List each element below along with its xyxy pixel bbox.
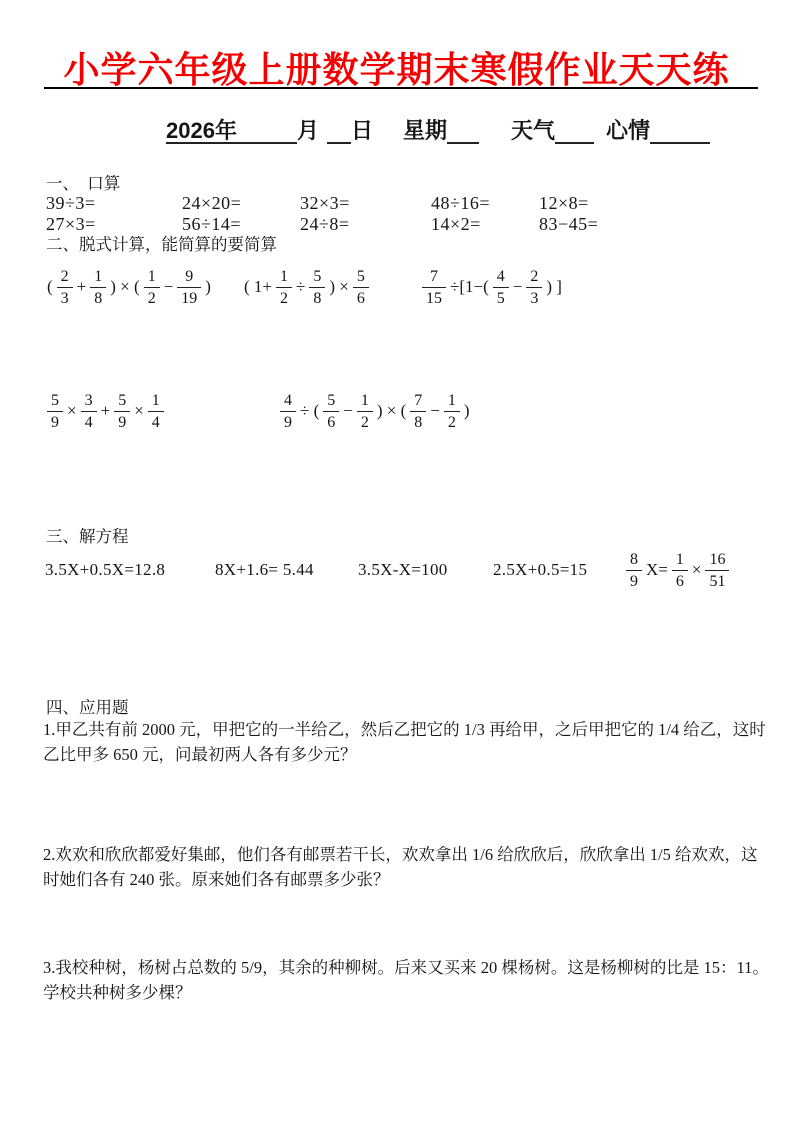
section-oral-heading: 一、 口算: [46, 174, 121, 193]
equation-item: 2.5X+0.5=15: [493, 560, 588, 579]
page-title: 小学六年级上册数学期末寒假作业天天练: [63, 49, 730, 90]
date-line: [166, 114, 710, 144]
date-day-blank: [327, 114, 351, 144]
oral-problem: 39÷3=: [46, 193, 96, 213]
oral-problem: 27×3=: [46, 214, 96, 234]
word-problem-line: 乙比甲多 650 元，问最初两人各有多少元？: [43, 745, 357, 764]
date-weather-label: 天气: [511, 118, 556, 143]
calc-expression-1: ( $\frac{2}{3}$ + $\frac{1}{8}$ ) × ( $\frac{1}{2}$ − $\frac{9}{19}$ ): [47, 267, 211, 307]
equation-item: 8X+1.6= 5.44: [215, 560, 314, 579]
word-problem-2: [43, 842, 759, 892]
word-problem-line: 时她们各有 240 张。原来她们各有邮票多少张？: [43, 870, 390, 889]
equation-item-fraction: $\frac{8}{9}$ X= $\frac{1}{6}$ × $\frac{16}{51}$: [624, 544, 731, 596]
title-divider: [44, 87, 758, 89]
equation-item: 3.5X+0.5X=12.8: [45, 560, 166, 579]
date-week-label: 星期: [402, 118, 447, 143]
word-problem-line: 学校共种树多少棵？: [43, 983, 192, 1002]
oral-row-1: [0, 193, 793, 215]
word-problem-line: 2.欢欢和欣欣都爱好集邮，他们各有邮票若干长，欢欢拿出 1/6 给欣欣后，欣欣拿出 1/5 给欢欢，这: [43, 845, 758, 864]
oral-problem: 12×8=: [539, 193, 589, 213]
section-equations-heading: 三、解方程: [46, 527, 129, 546]
word-problem-3: [43, 955, 769, 1005]
word-problem-line: 3.我校种树，杨树占总数的 5/9，其余的种柳树。后来又买来 20 棵杨树。这是杨柳树的比是 15：11。: [43, 958, 769, 977]
oral-problem: 24÷8=: [300, 214, 350, 234]
date-weather-blank: [555, 114, 594, 144]
oral-problem: 83−45=: [539, 214, 599, 234]
date-year-label: 2026年: [166, 114, 297, 144]
section-calc-heading: 二、脱式计算，能简算的要简算: [46, 235, 277, 254]
date-week-blank: [447, 114, 479, 144]
oral-problem: 48÷16=: [431, 193, 491, 213]
oral-problem: 32×3=: [300, 193, 350, 213]
section-word-heading: 四、应用题: [46, 698, 129, 717]
date-mood-label: 心情: [606, 118, 651, 143]
calc-expression-3: $\frac{7}{15}$ ÷[1−( $\frac{4}{5}$ − $\frac{2}{3}$ ) ]: [420, 261, 564, 313]
date-month-label: 月: [296, 118, 319, 143]
equation-item: 3.5X-X=100: [358, 560, 448, 579]
calc-expression-4: $\frac{5}{9}$ × $\frac{3}{4}$ + $\frac{5}{9}$ × $\frac{1}{4}$: [45, 385, 166, 437]
date-mood-blank: [650, 114, 710, 144]
word-problem-1: [43, 717, 766, 767]
oral-problem: 56÷14=: [182, 214, 242, 234]
oral-problem: 14×2=: [431, 214, 481, 234]
oral-problem: 24×20=: [182, 193, 242, 213]
date-day-label: 日: [350, 118, 373, 143]
word-problem-line: 1.甲乙共有前 2000 元，甲把它的一半给乙，然后乙把它的 1/3 再给甲，之后甲把它的 1/4 给乙，这时: [43, 720, 766, 739]
calc-expression-2: ( 1+ $\frac{1}{2}$ ÷ $\frac{5}{8}$ ) × $\frac{5}{6}$: [242, 261, 371, 313]
calc-expression-5: $\frac{4}{9}$ ÷ ( $\frac{5}{6}$ − $\frac{1}{2}$ ) × ( $\frac{7}{8}$ − $\frac{1}{2}$ ): [278, 385, 472, 437]
